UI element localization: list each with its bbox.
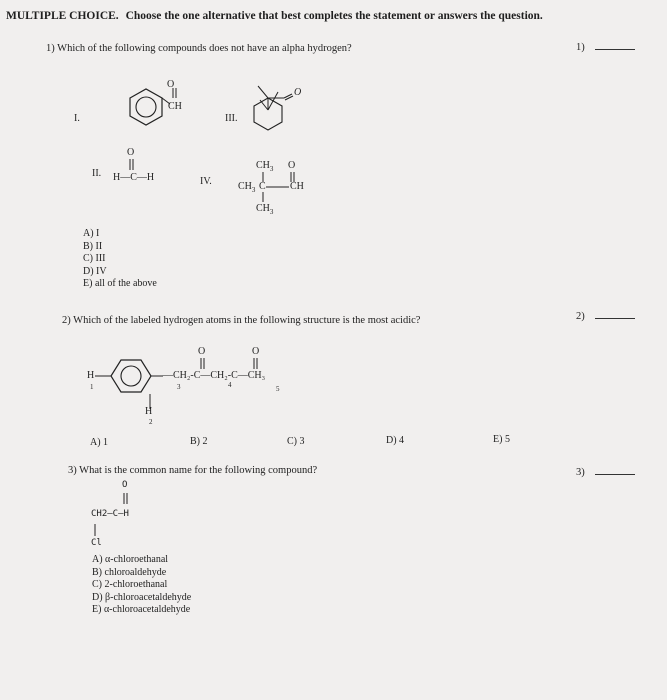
q3-option-c[interactable]: C) 2-chloroethanal bbox=[92, 579, 168, 590]
q2-label-1: 1 bbox=[90, 383, 94, 391]
cyclohexyl-aldehyde-o: O bbox=[294, 87, 302, 98]
iv-top-ch3: $CH_3$ bbox=[256, 160, 274, 173]
header-title: MULTIPLE CHOICE. bbox=[6, 10, 119, 22]
q2-option-d[interactable]: D) 4 bbox=[386, 435, 405, 446]
formaldehyde-formula: H—C—H bbox=[113, 172, 155, 183]
q3-line: CH2—C—H bbox=[91, 509, 129, 519]
benzaldehyde-ch: CH bbox=[168, 101, 182, 112]
section-header bbox=[6, 10, 543, 22]
q2-label-5: 5 bbox=[276, 385, 280, 393]
formaldehyde-double-bond bbox=[126, 158, 138, 172]
q1-option-b[interactable]: B) II bbox=[83, 240, 103, 252]
q2-benzene-ring bbox=[95, 352, 165, 414]
benzaldehyde-o: O bbox=[167, 79, 175, 90]
q2-h-left: H bbox=[87, 370, 95, 381]
q2-label-2: 2 bbox=[149, 418, 153, 426]
q2-chain: —CH₂-C—CH₂-C—CH₃ bbox=[163, 370, 266, 381]
q2-prompt: 2) Which of the labeled hydrogen atoms in the following structure is the most acidic? bbox=[62, 315, 421, 326]
q1-answer-blank[interactable]: 1) bbox=[576, 40, 635, 53]
structure-iv-label: IV. bbox=[200, 176, 212, 187]
q3-answer-blank[interactable]: 3) bbox=[576, 465, 635, 478]
q3-cl-bond bbox=[92, 522, 100, 538]
q2-double-bonds bbox=[196, 357, 266, 371]
q1-prompt: 1) Which of the following compounds does not have an alpha hydrogen? bbox=[46, 43, 352, 54]
q2-h-bottom: H bbox=[145, 406, 153, 417]
q2-answer-blank[interactable]: 2) bbox=[576, 309, 635, 322]
q3-option-b[interactable]: B) chloroaldehyde bbox=[92, 566, 167, 578]
q2-option-c[interactable]: C) 3 bbox=[287, 436, 305, 447]
iv-ch: CH bbox=[290, 181, 304, 192]
q1-option-a[interactable]: A) I bbox=[83, 228, 100, 239]
q2-carbonyl-o1: O bbox=[198, 346, 206, 357]
structure-iii-label: III. bbox=[225, 113, 238, 124]
structure-i-label: I. bbox=[74, 113, 80, 124]
structure-ii-label: II. bbox=[92, 168, 102, 179]
q3-option-e[interactable]: E) α-chloroacetaldehyde bbox=[92, 604, 191, 615]
q1-options bbox=[83, 228, 157, 291]
q1-option-c[interactable]: C) III bbox=[83, 253, 106, 264]
q3-double-bond bbox=[120, 492, 132, 506]
formaldehyde-o: O bbox=[127, 147, 135, 158]
q2-carbonyl-o2: O bbox=[252, 346, 260, 357]
q3-option-a[interactable]: A) α-chloroethanal bbox=[92, 554, 169, 565]
q3-o: O bbox=[122, 480, 128, 490]
q2-option-a[interactable]: A) 1 bbox=[90, 437, 109, 448]
q3-options bbox=[92, 554, 191, 617]
iv-bottom-ch3: $CH_3$ bbox=[256, 203, 274, 216]
q3-option-d[interactable]: D) β-chloroacetaldehyde bbox=[92, 591, 192, 603]
q1-option-e[interactable]: E) all of the above bbox=[83, 278, 157, 289]
q2-option-e[interactable]: E) 5 bbox=[493, 434, 510, 445]
q1-option-d[interactable]: D) IV bbox=[83, 265, 107, 277]
iv-central-c: C bbox=[259, 181, 266, 192]
q2-option-b[interactable]: B) 2 bbox=[190, 436, 208, 447]
iv-left-ch3: $CH_3$ bbox=[238, 181, 256, 194]
iv-o: O bbox=[288, 160, 296, 171]
benzaldehyde-structure bbox=[106, 74, 216, 144]
q2-label-3: 3 bbox=[177, 383, 181, 391]
q2-label-4: 4 bbox=[228, 381, 232, 389]
iv-bonds bbox=[255, 170, 305, 206]
q3-cl: Cl bbox=[91, 538, 102, 548]
q3-prompt: 3) What is the common name for the following compound? bbox=[68, 465, 318, 476]
header-instructions: Choose the one alternative that best completes the statement or answers the question. bbox=[125, 10, 543, 22]
